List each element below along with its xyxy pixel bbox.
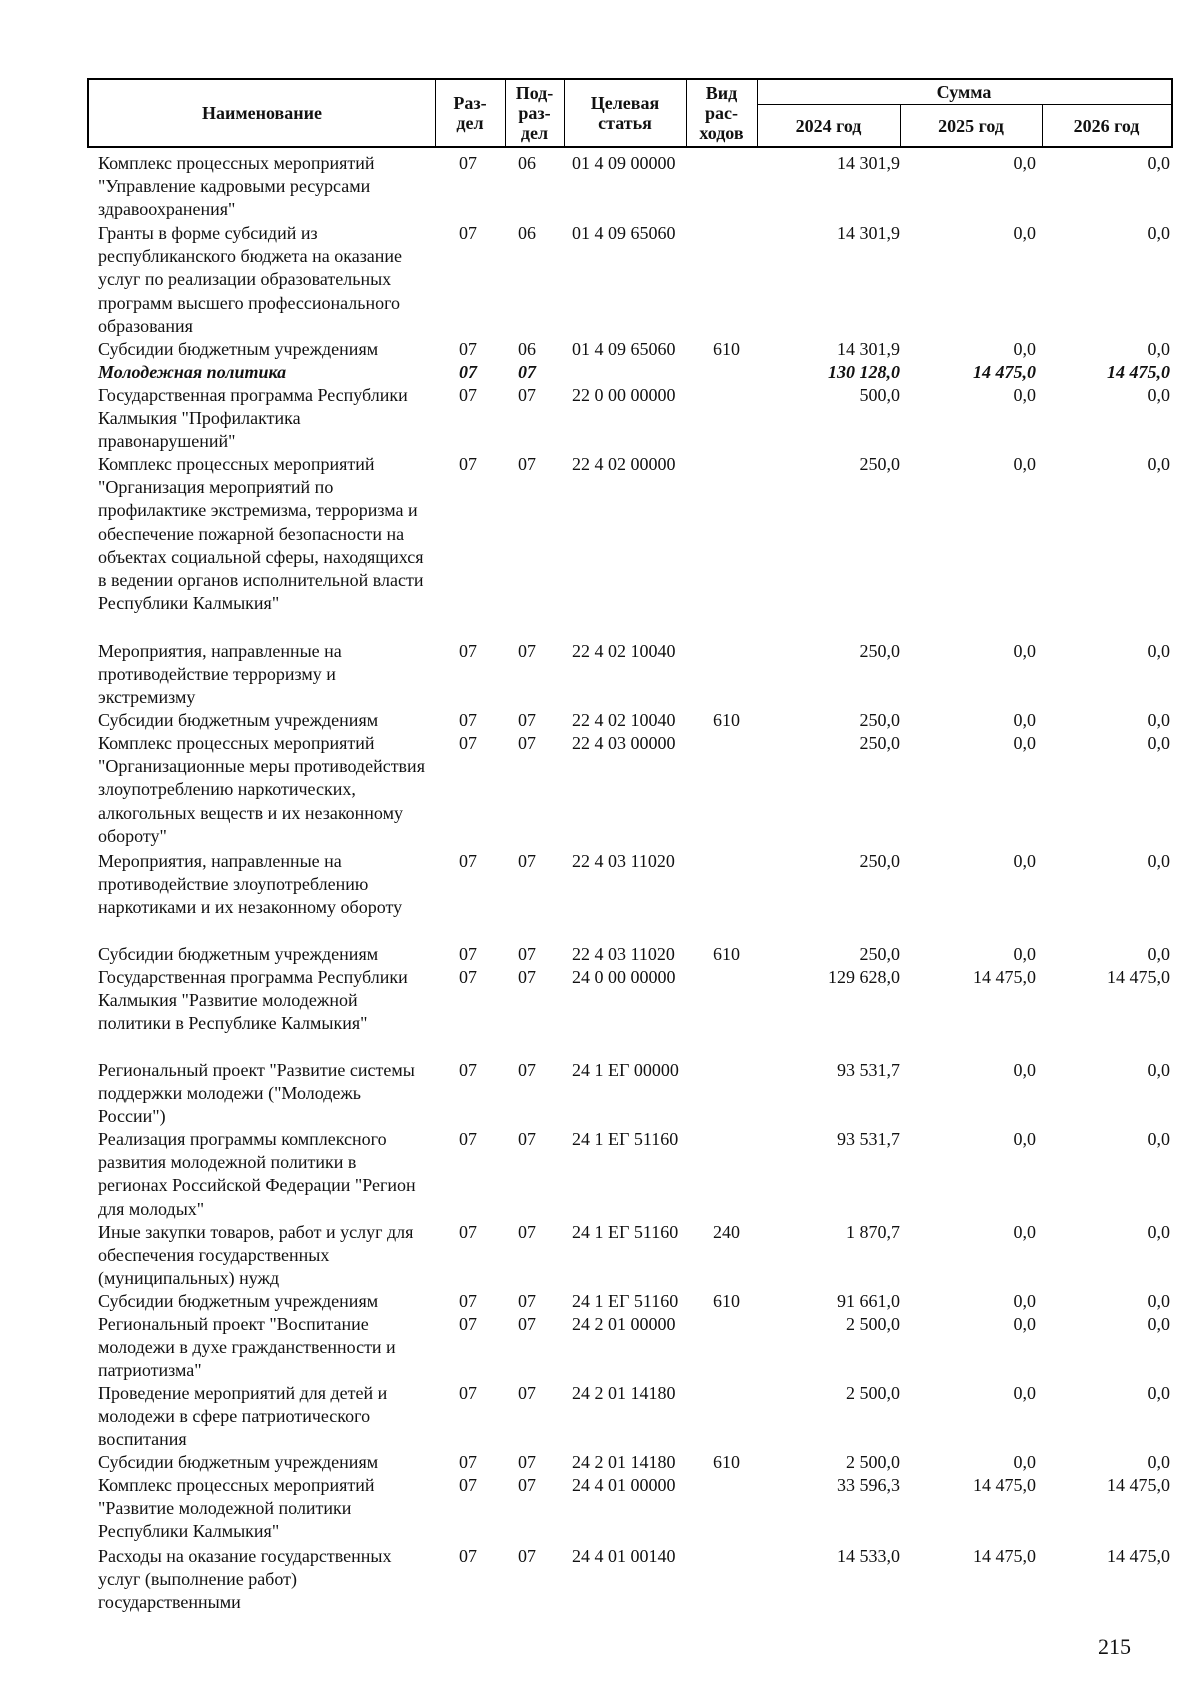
row-stat: 22 4 03 11020 [572, 944, 675, 964]
row-sum-2024: 93 531,7 [837, 1060, 900, 1080]
row-name: Комплекс процессных мероприятий "Организационные меры противодействия злоупотреблению наркотических, алкогольных веществ и их незаконному обороту" [98, 733, 425, 846]
row-name: Молодежная политика [98, 362, 287, 382]
row-sum-2026: 0,0 [1147, 1291, 1170, 1311]
row-podrazdel: 07 [518, 1222, 536, 1242]
row-sum-2026: 14 475,0 [1107, 362, 1170, 382]
row-sum-2024: 93 531,7 [837, 1129, 900, 1149]
row-sum-2026: 14 475,0 [1107, 1546, 1170, 1566]
row-vid: 610 [713, 710, 740, 730]
row-sum-2026: 0,0 [1147, 944, 1170, 964]
row-podrazdel: 07 [518, 1129, 536, 1149]
row-sum-2024: 250,0 [859, 641, 900, 661]
row-name: Расходы на оказание государственных услуг (выполнение работ) государственными [98, 1546, 392, 1613]
row-podrazdel: 07 [518, 710, 536, 730]
row-sum-2025: 0,0 [1013, 223, 1036, 243]
header-razdel: Раз- дел [453, 93, 487, 133]
row-sum-2025: 0,0 [1013, 1383, 1036, 1403]
table-header [87, 78, 1173, 148]
row-razdel: 07 [459, 1475, 477, 1495]
row-podrazdel: 07 [518, 967, 536, 987]
row-razdel: 07 [459, 1222, 477, 1242]
row-sum-2024: 14 301,9 [837, 339, 900, 359]
row-podrazdel: 06 [518, 339, 536, 359]
header-2026: 2026 год [1073, 115, 1140, 136]
row-razdel: 07 [459, 153, 477, 173]
row-sum-2025: 0,0 [1013, 641, 1036, 661]
row-sum-2024: 250,0 [859, 733, 900, 753]
row-sum-2024: 91 661,0 [837, 1291, 900, 1311]
row-podrazdel: 07 [518, 1291, 536, 1311]
row-sum-2024: 14 301,9 [837, 223, 900, 243]
row-name: Проведение мероприятий для детей и молодежи в сфере патриотического воспитания [98, 1383, 388, 1450]
row-podrazdel: 07 [518, 733, 536, 753]
row-stat: 24 1 ЕГ 00000 [572, 1060, 679, 1080]
header-stat: Целевая статья [590, 93, 660, 133]
header-name: Наименование [202, 103, 322, 123]
row-sum-2026: 0,0 [1147, 733, 1170, 753]
row-sum-2024: 33 596,3 [837, 1475, 900, 1495]
header-summa: Сумма [936, 82, 992, 102]
row-stat: 24 1 ЕГ 51160 [572, 1222, 679, 1242]
row-stat: 22 4 02 00000 [572, 454, 676, 474]
row-stat: 01 4 09 65060 [572, 223, 676, 243]
row-sum-2024: 250,0 [859, 454, 900, 474]
row-razdel: 07 [459, 454, 477, 474]
row-sum-2025: 0,0 [1013, 454, 1036, 474]
row-sum-2026: 14 475,0 [1107, 1475, 1170, 1495]
row-stat: 01 4 09 65060 [572, 339, 676, 359]
row-sum-2024: 250,0 [859, 944, 900, 964]
row-sum-2025: 0,0 [1013, 1291, 1036, 1311]
row-stat: 22 4 02 10040 [572, 641, 676, 661]
row-vid: 610 [713, 1452, 740, 1472]
row-razdel: 07 [459, 1546, 477, 1566]
row-stat: 22 4 03 11020 [572, 851, 675, 871]
row-stat: 01 4 09 00000 [572, 153, 676, 173]
row-podrazdel: 07 [518, 1060, 536, 1080]
row-razdel: 07 [459, 1291, 477, 1311]
row-sum-2024: 250,0 [859, 710, 900, 730]
row-sum-2025: 0,0 [1013, 851, 1036, 871]
row-sum-2025: 0,0 [1013, 733, 1036, 753]
page-number: 215 [1098, 1634, 1131, 1659]
row-name: Гранты в форме субсидий из республиканского бюджета на оказание услуг по реализации образовательных программ высшего профессионального образования [98, 223, 403, 336]
header-vid: Вид рас- ходов [699, 83, 744, 143]
row-podrazdel: 07 [518, 1452, 536, 1472]
row-razdel: 07 [459, 362, 477, 382]
row-razdel: 07 [459, 1383, 477, 1403]
row-razdel: 07 [459, 944, 477, 964]
header-podrazdel: Под- раз- дел [515, 83, 554, 143]
row-sum-2025: 0,0 [1013, 1452, 1036, 1472]
row-podrazdel: 07 [518, 944, 536, 964]
row-name: Региональный проект "Развитие системы поддержки молодежи ("Молодежь России") [98, 1060, 415, 1127]
row-stat: 22 4 03 00000 [572, 733, 676, 753]
row-name: Комплекс процессных мероприятий "Организация мероприятий по профилактике экстремизма, терроризма и обеспечение пожарной безопасности на объектах социальной сферы, находящихся в ведении органов исполнительной власти Республики Калмыкия" [98, 454, 424, 614]
row-podrazdel: 07 [518, 385, 536, 405]
row-razdel: 07 [459, 1060, 477, 1080]
row-name: Субсидии бюджетным учреждениям [98, 710, 379, 730]
row-name: Субсидии бюджетным учреждениям [98, 944, 379, 964]
row-name: Мероприятия, направленные на противодействие злоупотреблению наркотиками и их незаконному обороту [98, 851, 403, 918]
row-vid: 610 [713, 944, 740, 964]
row-stat: 22 4 02 10040 [572, 710, 676, 730]
row-name: Комплекс процессных мероприятий "Управление кадровыми ресурсами здравоохранения" [98, 153, 375, 220]
row-podrazdel: 07 [518, 362, 536, 382]
row-name: Субсидии бюджетным учреждениям [98, 1452, 379, 1472]
row-stat: 24 0 00 00000 [572, 967, 676, 987]
row-razdel: 07 [459, 967, 477, 987]
row-sum-2026: 0,0 [1147, 1060, 1170, 1080]
row-razdel: 07 [459, 1129, 477, 1149]
row-podrazdel: 07 [518, 1475, 536, 1495]
row-sum-2024: 2 500,0 [846, 1314, 900, 1334]
row-razdel: 07 [459, 339, 477, 359]
row-razdel: 07 [459, 733, 477, 753]
row-sum-2026: 0,0 [1147, 153, 1170, 173]
row-sum-2026: 0,0 [1147, 1452, 1170, 1472]
row-sum-2026: 0,0 [1147, 223, 1170, 243]
row-sum-2026: 0,0 [1147, 1314, 1170, 1334]
row-name: Региональный проект "Воспитание молодежи в духе гражданственности и патриотизма" [98, 1314, 396, 1381]
row-sum-2025: 0,0 [1013, 339, 1036, 359]
row-podrazdel: 07 [518, 1383, 536, 1403]
row-sum-2026: 0,0 [1147, 1129, 1170, 1149]
header-2025: 2025 год [938, 115, 1004, 136]
row-podrazdel: 06 [518, 153, 536, 173]
row-sum-2025: 0,0 [1013, 1129, 1036, 1149]
row-stat: 24 2 01 14180 [572, 1383, 676, 1403]
row-sum-2024: 2 500,0 [846, 1383, 900, 1403]
row-sum-2025: 0,0 [1013, 710, 1036, 730]
row-sum-2026: 0,0 [1147, 454, 1170, 474]
row-sum-2025: 0,0 [1013, 944, 1036, 964]
row-podrazdel: 07 [518, 454, 536, 474]
row-stat: 24 1 ЕГ 51160 [572, 1291, 679, 1311]
row-sum-2024: 130 128,0 [828, 362, 900, 382]
row-sum-2025: 0,0 [1013, 1222, 1036, 1242]
row-sum-2025: 0,0 [1013, 385, 1036, 405]
row-sum-2026: 0,0 [1147, 710, 1170, 730]
row-stat: 24 2 01 00000 [572, 1314, 676, 1334]
row-name: Субсидии бюджетным учреждениям [98, 339, 379, 359]
row-name: Иные закупки товаров, работ и услуг для обеспечения государственных (муниципальных) нужд [98, 1222, 414, 1289]
row-sum-2024: 500,0 [859, 385, 900, 405]
row-razdel: 07 [459, 385, 477, 405]
row-sum-2025: 0,0 [1013, 1060, 1036, 1080]
row-razdel: 07 [459, 851, 477, 871]
row-name: Комплекс процессных мероприятий "Развитие молодежной политики Республики Калмыкия" [98, 1475, 375, 1542]
row-sum-2025: 14 475,0 [973, 1546, 1036, 1566]
row-podrazdel: 07 [518, 641, 536, 661]
row-vid: 610 [713, 339, 740, 359]
row-sum-2026: 0,0 [1147, 1383, 1170, 1403]
row-podrazdel: 07 [518, 1314, 536, 1334]
row-sum-2026: 0,0 [1147, 339, 1170, 359]
row-stat: 24 4 01 00000 [572, 1475, 676, 1495]
row-sum-2025: 14 475,0 [973, 362, 1036, 382]
row-podrazdel: 07 [518, 1546, 536, 1566]
row-name: Реализация программы комплексного развития молодежной политики в регионах Российской Федерации "Регион для молодых" [98, 1129, 416, 1219]
row-sum-2025: 0,0 [1013, 1314, 1036, 1334]
row-stat: 22 0 00 00000 [572, 385, 676, 405]
row-sum-2024: 1 870,7 [846, 1222, 900, 1242]
row-stat: 24 2 01 14180 [572, 1452, 676, 1472]
row-sum-2026: 0,0 [1147, 851, 1170, 871]
row-sum-2025: 0,0 [1013, 153, 1036, 173]
row-sum-2024: 2 500,0 [846, 1452, 900, 1472]
row-name: Мероприятия, направленные на противодействие терроризму и экстремизму [98, 641, 342, 708]
row-vid: 240 [713, 1222, 740, 1242]
row-razdel: 07 [459, 1452, 477, 1472]
header-2024: 2024 год [795, 115, 862, 136]
row-name: Государственная программа Республики Калмыкия "Профилактика правонарушений" [98, 385, 408, 452]
row-sum-2025: 14 475,0 [973, 1475, 1036, 1495]
row-razdel: 07 [459, 710, 477, 730]
row-name: Субсидии бюджетным учреждениям [98, 1291, 379, 1311]
row-sum-2024: 129 628,0 [828, 967, 900, 987]
row-sum-2026: 14 475,0 [1107, 967, 1170, 987]
row-podrazdel: 07 [518, 851, 536, 871]
row-razdel: 07 [459, 1314, 477, 1334]
row-sum-2026: 0,0 [1147, 385, 1170, 405]
row-podrazdel: 06 [518, 223, 536, 243]
row-razdel: 07 [459, 641, 477, 661]
row-name: Государственная программа Республики Калмыкия "Развитие молодежной политики в Республике Калмыкия" [98, 967, 408, 1034]
row-stat: 24 1 ЕГ 51160 [572, 1129, 679, 1149]
row-sum-2026: 0,0 [1147, 1222, 1170, 1242]
row-vid: 610 [713, 1291, 740, 1311]
row-sum-2024: 14 533,0 [837, 1546, 900, 1566]
row-sum-2025: 14 475,0 [973, 967, 1036, 987]
row-sum-2026: 0,0 [1147, 641, 1170, 661]
row-sum-2024: 14 301,9 [837, 153, 900, 173]
row-sum-2024: 250,0 [859, 851, 900, 871]
row-razdel: 07 [459, 223, 477, 243]
row-stat: 24 4 01 00140 [572, 1546, 676, 1566]
